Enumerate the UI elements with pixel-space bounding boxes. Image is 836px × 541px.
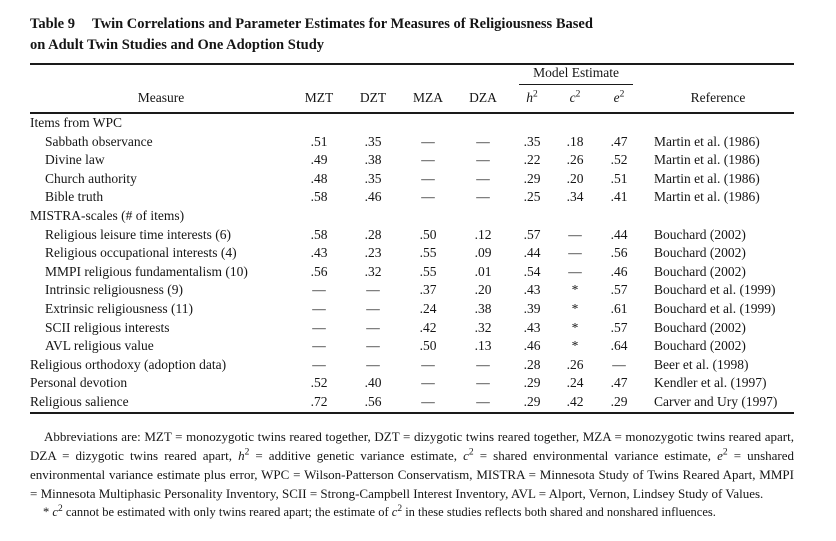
h2-cell: .54 xyxy=(523,263,541,279)
e2-cell: .47 xyxy=(610,375,628,391)
column-header-row xyxy=(30,85,794,113)
h2-cell: .57 xyxy=(523,226,541,242)
mzt-cell: — xyxy=(312,338,326,354)
h2-cell: .29 xyxy=(523,375,541,391)
measure-cell: AVL religious value xyxy=(45,338,154,354)
dzt-cell: .40 xyxy=(364,375,382,391)
e2-cell: .61 xyxy=(610,300,628,316)
measure-cell: MMPI religious fundamentalism (10) xyxy=(45,263,248,279)
e2-cell: .44 xyxy=(610,226,628,242)
table-row xyxy=(30,300,794,319)
reference-cell: Bouchard (2002) xyxy=(654,319,746,335)
footnotes xyxy=(30,427,794,522)
dza-cell: — xyxy=(476,375,490,391)
dzt-cell: .46 xyxy=(364,189,382,205)
e2-cell: — xyxy=(612,356,626,372)
table-row xyxy=(30,151,794,170)
table-row xyxy=(30,319,794,338)
table-row xyxy=(30,226,794,245)
dzt-cell: — xyxy=(366,300,380,316)
dza-cell: — xyxy=(476,356,490,372)
c2-cell: .26 xyxy=(566,356,584,372)
h2-cell: .35 xyxy=(523,133,541,149)
column-header-e2: $e^2$ xyxy=(596,85,642,113)
column-header-dzt: DZT xyxy=(346,85,400,113)
table-title-line2: on Adult Twin Studies and One Adoption Study xyxy=(30,37,325,53)
reference-cell: Bouchard (2002) xyxy=(654,263,746,279)
dza-cell xyxy=(456,207,510,226)
table-row xyxy=(30,263,794,282)
mzt-cell: — xyxy=(312,282,326,298)
mza-cell: — xyxy=(421,356,435,372)
reference-cell: Bouchard (2002) xyxy=(654,245,746,261)
dzt-cell: .56 xyxy=(346,393,400,413)
reference-cell: Martin et al. (1986) xyxy=(654,189,760,205)
mza-cell: .24 xyxy=(419,300,437,316)
measure-cell: Religious orthodoxy (adoption data) xyxy=(30,356,227,372)
measure-cell: MISTRA-scales (# of items) xyxy=(30,207,185,223)
c2-cell: .18 xyxy=(566,133,584,149)
table-number: Table 9 xyxy=(30,16,75,32)
mzt-cell: .58 xyxy=(310,189,328,205)
table-body xyxy=(30,113,794,413)
c2-cell xyxy=(554,113,596,133)
table-row xyxy=(30,393,794,413)
dza-cell: .09 xyxy=(474,245,492,261)
e2-cell: .29 xyxy=(596,393,642,413)
measure-cell: Sabbath observance xyxy=(45,133,153,149)
mzt-cell xyxy=(292,207,346,226)
reference-cell: Martin et al. (1986) xyxy=(654,133,760,149)
mza-cell: — xyxy=(421,170,435,186)
dza-cell: — xyxy=(476,152,490,168)
dza-cell: — xyxy=(476,189,490,205)
e2-cell: .57 xyxy=(610,319,628,335)
mzt-cell: .48 xyxy=(310,170,328,186)
h2-cell: .22 xyxy=(523,152,541,168)
c2-cell xyxy=(554,207,596,226)
mzt-cell: — xyxy=(312,300,326,316)
measure-cell: Intrinsic religiousness (9) xyxy=(45,282,183,298)
reference-cell: Bouchard et al. (1999) xyxy=(654,300,776,316)
measure-cell: Items from WPC xyxy=(30,115,122,130)
table-row xyxy=(30,244,794,263)
c2-cell: — xyxy=(568,263,582,279)
dzt-cell: — xyxy=(366,338,380,354)
dza-cell: — xyxy=(476,170,490,186)
reference-cell: Bouchard (2002) xyxy=(654,338,746,354)
reference-cell: Martin et al. (1986) xyxy=(654,170,760,186)
table-row xyxy=(30,133,794,152)
table-row xyxy=(30,188,794,207)
table-row xyxy=(30,337,794,356)
measure-cell: Extrinsic religiousness (11) xyxy=(45,300,193,316)
religiousness-table xyxy=(30,65,794,414)
mzt-cell: — xyxy=(312,319,326,335)
mza-cell: .55 xyxy=(419,263,437,279)
reference-cell: Beer et al. (1998) xyxy=(654,356,749,372)
dzt-cell xyxy=(346,207,400,226)
measure-cell: Church authority xyxy=(45,170,137,186)
mza-cell: — xyxy=(421,152,435,168)
mza-cell xyxy=(400,113,456,133)
c2-cell: * xyxy=(571,282,579,298)
measure-cell: Bible truth xyxy=(45,189,104,205)
mzt-cell: .52 xyxy=(310,375,328,391)
h2-cell: .39 xyxy=(523,300,541,316)
dza-cell: .20 xyxy=(474,282,492,298)
model-estimate-label: Model Estimate xyxy=(519,65,633,85)
dzt-cell: — xyxy=(366,282,380,298)
mza-cell: — xyxy=(421,133,435,149)
c2-cell: — xyxy=(568,226,582,242)
reference-cell: Kendler et al. (1997) xyxy=(654,375,767,391)
dza-cell: .12 xyxy=(474,226,492,242)
model-estimate-header xyxy=(510,65,642,85)
h2-cell: .46 xyxy=(523,338,541,354)
dza-cell: .13 xyxy=(474,338,492,354)
mzt-cell: .43 xyxy=(310,245,328,261)
e2-cell: .52 xyxy=(610,152,628,168)
h2-cell xyxy=(510,207,554,226)
dza-cell: — xyxy=(476,133,490,149)
mza-cell: — xyxy=(421,375,435,391)
h2-cell: .29 xyxy=(523,170,541,186)
table-title xyxy=(30,14,794,56)
dza-cell: — xyxy=(456,393,510,413)
reference-cell xyxy=(642,113,794,133)
column-header-dza: DZA xyxy=(456,85,510,113)
column-header-h2: $h^2$ xyxy=(510,85,554,113)
dzt-cell: .28 xyxy=(364,226,382,242)
e2-cell: .47 xyxy=(610,133,628,149)
mzt-cell: .72 xyxy=(292,393,346,413)
mza-cell: .37 xyxy=(419,282,437,298)
mzt-cell: — xyxy=(312,356,326,372)
c2-cell: * xyxy=(571,319,579,335)
reference-cell xyxy=(642,207,794,226)
table-row xyxy=(30,170,794,189)
e2-cell: .57 xyxy=(610,282,628,298)
h2-cell: .29 xyxy=(510,393,554,413)
reference-cell: Martin et al. (1986) xyxy=(654,152,760,168)
measure-cell: Religious occupational interests (4) xyxy=(45,245,237,261)
dzt-cell: .35 xyxy=(364,170,382,186)
group-header-spacer xyxy=(642,65,794,85)
mza-cell: — xyxy=(400,393,456,413)
group-header-spacer xyxy=(30,65,510,85)
measure-cell: Personal devotion xyxy=(30,375,128,391)
h2-cell xyxy=(510,113,554,133)
dzt-cell xyxy=(346,113,400,133)
mza-cell xyxy=(400,207,456,226)
mza-cell: .50 xyxy=(419,226,437,242)
footnote-star: * $c^2$ cannot be estimated with only twins reared apart; the estimate of $c^2$ in these studies reflects both shared and nonshared influences. xyxy=(43,503,716,519)
column-header-measure: Measure xyxy=(30,85,292,113)
table-title-line1: Twin Correlations and Parameter Estimates for Measures of Religiousness Based xyxy=(92,16,593,32)
mzt-cell: .56 xyxy=(310,263,328,279)
measure-cell: Religious salience xyxy=(30,393,292,413)
footnote-abbreviations: Abbreviations are: MZT = monozygotic twins reared together, DZT = dizygotic twins reared together, MZA = monozygotic twins reared apart, DZA = dizygotic twins reared apart, $h^2$ = additive genetic variance estimate, $c^2$ = shared environmental variance estimate, $e^2$ = unshared environmental variance estimate plus error, WPC = Wilson-Patterson Conservatism, MISTRA = Minnesota Study of Twins Reared Apart, MMPI = Minnesota Multiphasic Personality Inventory, SCII = Strong-Campbell Interest Inventory, AVL = Alport, Vernon, Lindsey Study of Values. xyxy=(30,428,795,501)
e2-cell: .64 xyxy=(610,338,628,354)
mza-cell: .42 xyxy=(419,319,437,335)
c2-cell: * xyxy=(571,338,579,354)
e2-cell xyxy=(596,207,642,226)
dza-cell: .01 xyxy=(474,263,492,279)
c2-cell: * xyxy=(571,300,579,316)
mzt-cell: .49 xyxy=(310,152,328,168)
dzt-cell: .23 xyxy=(364,245,382,261)
c2-cell: .26 xyxy=(566,152,584,168)
e2-cell xyxy=(596,113,642,133)
dzt-cell: — xyxy=(366,356,380,372)
measure-cell: Divine law xyxy=(45,152,105,168)
e2-cell: .41 xyxy=(610,189,628,205)
measure-cell: SCII religious interests xyxy=(45,319,170,335)
column-header-mzt: MZT xyxy=(292,85,346,113)
c2-cell: .24 xyxy=(566,375,584,391)
dza-cell xyxy=(456,113,510,133)
measure-cell: Religious leisure time interests (6) xyxy=(45,226,231,242)
dza-cell: .32 xyxy=(474,319,492,335)
column-header-mza: MZA xyxy=(400,85,456,113)
mza-cell: .55 xyxy=(419,245,437,261)
e2-cell: .51 xyxy=(610,170,628,186)
c2-cell: .20 xyxy=(566,170,584,186)
e2-cell: .56 xyxy=(610,245,628,261)
column-header-c2: $c^2$ xyxy=(554,85,596,113)
c2-cell: .42 xyxy=(554,393,596,413)
mzt-cell: .58 xyxy=(310,226,328,242)
table-row xyxy=(30,207,794,226)
mzt-cell: .51 xyxy=(310,133,328,149)
column-header-reference: Reference xyxy=(642,85,794,113)
mza-cell: .50 xyxy=(419,338,437,354)
table-row xyxy=(30,374,794,393)
dzt-cell: .32 xyxy=(364,263,382,279)
mzt-cell xyxy=(292,113,346,133)
dza-cell: .38 xyxy=(474,300,492,316)
h2-cell: .43 xyxy=(523,319,541,335)
h2-cell: .43 xyxy=(523,282,541,298)
mza-cell: — xyxy=(421,189,435,205)
dzt-cell: .35 xyxy=(364,133,382,149)
reference-cell: Bouchard et al. (1999) xyxy=(654,282,776,298)
h2-cell: .44 xyxy=(523,245,541,261)
table-row xyxy=(30,356,794,375)
c2-cell: — xyxy=(568,245,582,261)
dzt-cell: .38 xyxy=(364,152,382,168)
dzt-cell: — xyxy=(366,319,380,335)
h2-cell: .28 xyxy=(523,356,541,372)
e2-cell: .46 xyxy=(610,263,628,279)
reference-cell: Carver and Ury (1997) xyxy=(642,393,794,413)
table-row xyxy=(30,281,794,300)
h2-cell: .25 xyxy=(523,189,541,205)
c2-cell: .34 xyxy=(566,189,584,205)
table-row xyxy=(30,113,794,133)
group-header-row xyxy=(30,65,794,85)
reference-cell: Bouchard (2002) xyxy=(654,226,746,242)
